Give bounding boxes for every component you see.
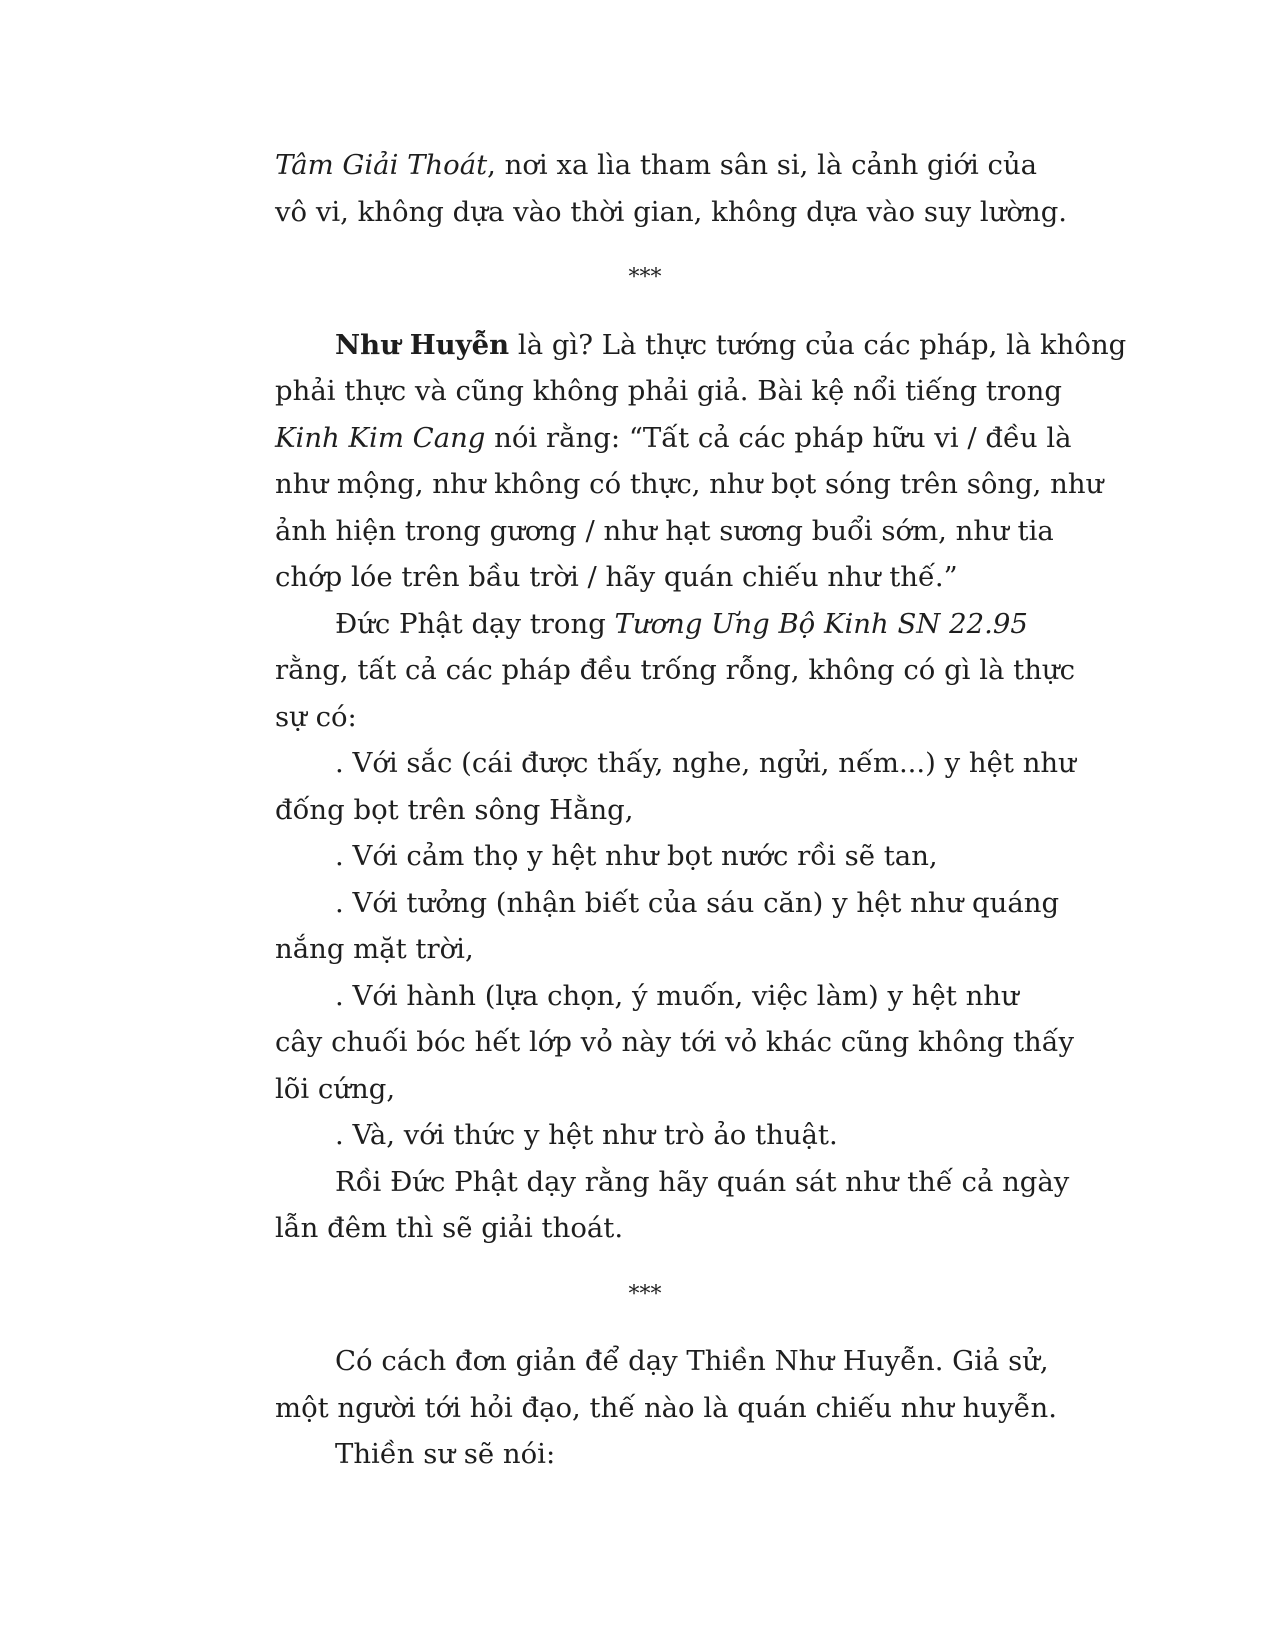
- section-separator: ***: [628, 1281, 662, 1307]
- p6-line-1: Thiền sư sẽ nói:: [335, 1438, 556, 1470]
- p5-line-2: một người tới hỏi đạo, thế nào là quán chiếu như huyễn.: [275, 1391, 1057, 1424]
- section-separator: ***: [628, 265, 662, 290]
- list-item-5-line-1: . Và, với thức y hệt như trò ảo thuật.: [335, 1119, 838, 1151]
- p5-line-1: Có cách đơn giản để dạy Thiền Như Huyễn. Giả sử,: [335, 1345, 1049, 1377]
- p1-line-1: Tâm Giải Thoát, nơi xa lìa tham sân si, là cảnh giới của: [275, 149, 1038, 181]
- p4-line-1: Rồi Đức Phật dạy rằng hãy quán sát như thế cả ngày: [335, 1165, 1070, 1198]
- p3-line-2: rằng, tất cả các pháp đều trống rỗng, không có gì là thực: [275, 654, 1076, 686]
- list-item-2-line-1: . Với cảm thọ y hệt như bọt nước rồi sẽ tan,: [335, 840, 938, 872]
- p2-line-5: ảnh hiện trong gương / như hạt sương buổi sớm, như tia: [275, 514, 1054, 547]
- title-tuong-ung-bo-kinh: Tương Ưng Bộ Kinh SN 22.95: [614, 607, 1028, 640]
- list-item-1-line-1: . Với sắc (cái được thấy, nghe, ngửi, nếm...) y hệt như: [335, 747, 1076, 779]
- list-item-1-line-2: đống bọt trên sông Hằng,: [275, 793, 634, 826]
- p2-line-4: như mộng, như không có thực, như bọt sóng trên sông, như: [275, 468, 1104, 500]
- p3-line-1: Đức Phật dạy trong Tương Ưng Bộ Kinh SN 22.95: [335, 607, 1028, 640]
- p2-line-3: Kinh Kim Cang nói rằng: “Tất cả các pháp hữu vi / đều là: [275, 421, 1072, 454]
- title-kinh-kim-cang: Kinh Kim Cang: [275, 421, 486, 454]
- list-item-3-line-2: nắng mặt trời,: [275, 933, 474, 965]
- p4-line-2: lẫn đêm thì sẽ giải thoát.: [275, 1212, 624, 1244]
- p1-line-2: vô vi, không dựa vào thời gian, không dựa vào suy lường.: [275, 195, 1068, 228]
- p3-line-3: sự có:: [275, 700, 357, 733]
- p2-line-2: phải thực và cũng không phải giả. Bài kệ nổi tiếng trong: [275, 375, 1062, 407]
- list-item-4-line-2: cây chuối bóc hết lớp vỏ này tới vỏ khác cũng không thấy: [275, 1026, 1075, 1058]
- term-nhu-huyen: Như Huyễn: [335, 328, 510, 361]
- body-text: [275, 142, 1127, 1478]
- p2-line-1: Như Huyễn là gì? Là thực tướng của các pháp, là không: [335, 328, 1127, 361]
- list-item-4-line-3: lõi cứng,: [275, 1072, 396, 1105]
- term-tam-giai-thoat: Tâm Giải Thoát: [275, 149, 488, 181]
- p2-line-6: chớp lóe trên bầu trời / hãy quán chiếu như thế.”: [275, 561, 958, 593]
- list-item-3-line-1: . Với tưởng (nhận biết của sáu căn) y hệt như quáng: [335, 886, 1060, 919]
- list-item-4-line-1: . Với hành (lựa chọn, ý muốn, việc làm) y hệt như: [335, 979, 1019, 1012]
